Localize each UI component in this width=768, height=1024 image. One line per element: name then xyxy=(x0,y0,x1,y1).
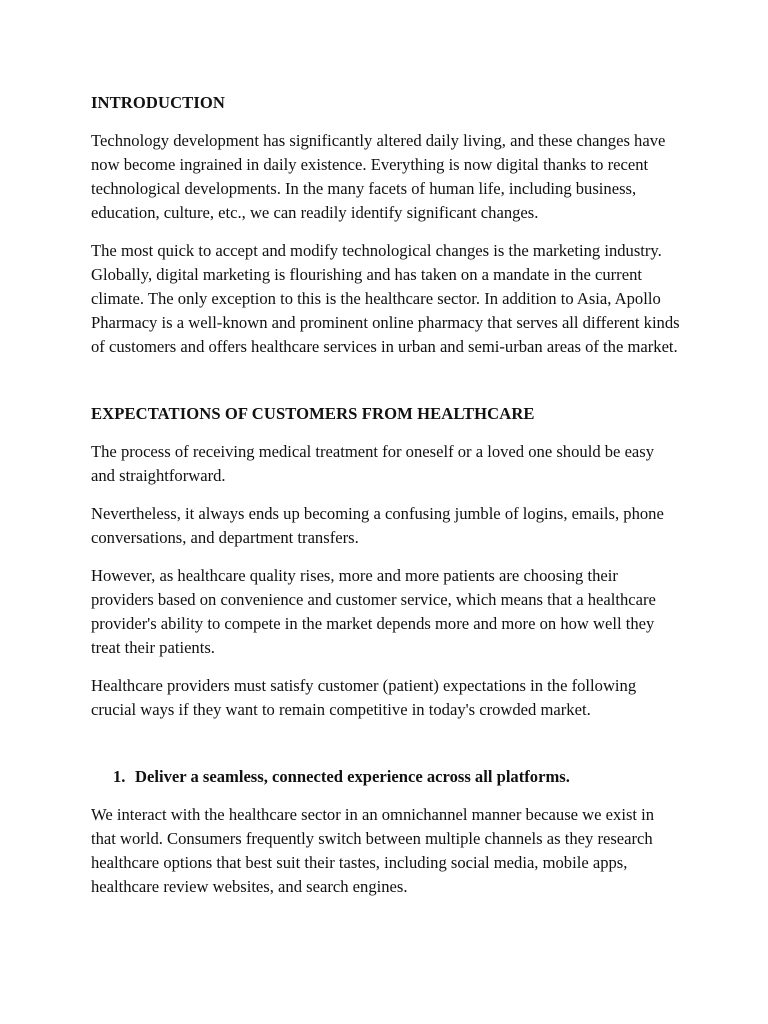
section-spacer xyxy=(91,736,681,765)
paragraph: Technology development has significantly altered daily living, and these changes have now become ingrained in daily existence. Everything is now digital thanks to recent technological developments. In the many facets of human life, including business, education, culture, etc., we can readily identify significant changes. xyxy=(91,131,666,222)
paragraph: The most quick to accept and modify technological changes is the marketing industry. Globally, digital marketing is flourishing and has taken on a mandate in the current climate. The only exception to this is the healthcare sector. In addition to Asia, Apollo Pharmacy is a well-known and prominent online pharmacy that serves all different kinds of customers and offers healthcare services in urban and semi-urban areas of the market. xyxy=(91,241,680,356)
paragraph: However, as healthcare quality rises, more and more patients are choosing their providers based on convenience and customer service, which means that a healthcare provider's ability to compete in the market depends more and more on how well they treat their patients. xyxy=(91,566,656,657)
section-heading-introduction: INTRODUCTION xyxy=(91,93,225,112)
paragraph: The process of receiving medical treatment for oneself or a loved one should be easy and straightforward. xyxy=(91,442,655,485)
section-spacer xyxy=(91,373,681,402)
document-body xyxy=(91,91,681,913)
paragraph: Nevertheless, it always ends up becoming a confusing jumble of logins, emails, phone conversations, and department transfers. xyxy=(91,504,664,547)
list-number: 1. xyxy=(113,767,126,786)
section-heading-expectations: EXPECTATIONS OF CUSTOMERS FROM HEALTHCARE xyxy=(91,404,535,423)
numbered-heading-text: Deliver a seamless, connected experience across all platforms. xyxy=(135,767,570,786)
paragraph: Healthcare providers must satisfy customer (patient) expectations in the following crucial ways if they want to remain competitive in today's crowded market. xyxy=(91,676,637,719)
numbered-heading xyxy=(91,765,681,789)
paragraph: We interact with the healthcare sector in an omnichannel manner because we exist in that world. Consumers frequently switch between multiple channels as they research healthcare options that best suit their tastes, including social media, mobile apps, healthcare review websites, and search engines. xyxy=(91,805,655,896)
